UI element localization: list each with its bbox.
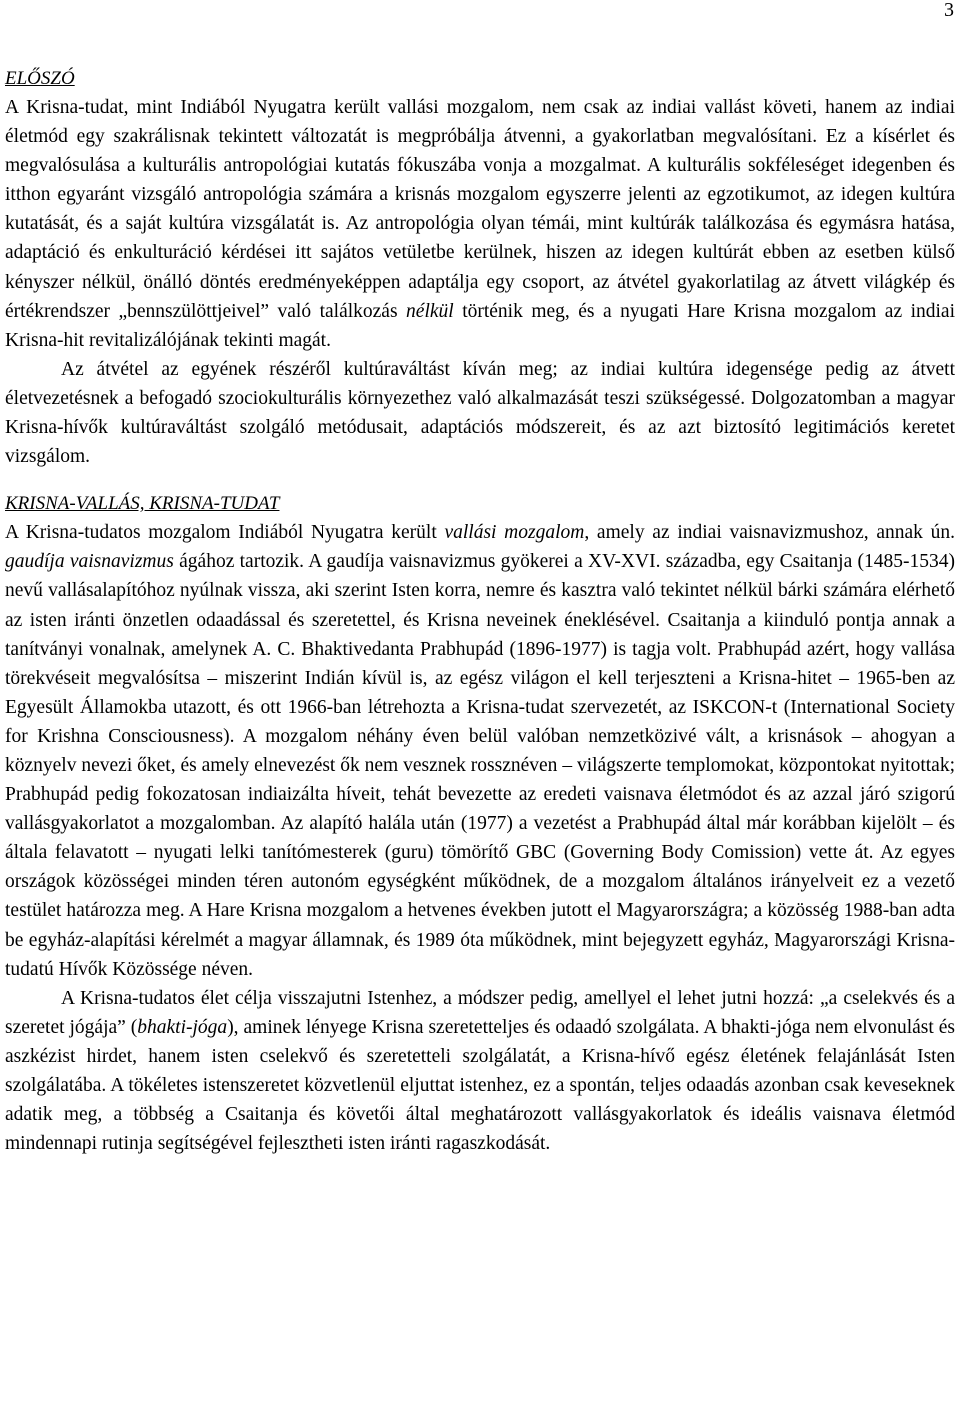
italic-text: gaudíja vaisnavizmus — [5, 551, 174, 573]
italic-text: nélkül — [406, 300, 454, 322]
section-heading-krisna-vallas: KRISNA-VALLÁS, KRISNA-TUDAT — [5, 493, 280, 515]
document-body — [5, 64, 955, 1158]
text-run: ), aminek lényege Krisna szeretetteljes és odaadó szolgálata. A bhakti-jóga nem elvonulást és aszkézist hirdet, hanem isten cselekvő és szeretetteli szolgálatát, a Krisna-hívő egész életének felajánlását Isten szolgálatába. A tökéletes istenszeretet közvetlenül eljuttat istenhez, ez a spontán, teljes odaadás azonban csak keveseknek adatik meg, a többség a Csaitanja és követői által meghatározott vallásgyakorlatok és ideális vaisnava életmód mindennapi rutinja segítségével fejlesztheti isten iránti ragaszkodását. — [5, 1016, 955, 1155]
text-run: A Krisna-tudat, mint Indiából Nyugatra került vallási mozgalom, nem csak az indiai vallást követi, hanem az indiai életmód egy szakrálisnak tekintett változatát is megpróbálja átvenni, a gyakorlatban megvalósítani. Ez a kísérlet és megvalósulása a kulturális antropológiai kutatás fókuszába vonja a mozgalmat. A kulturális sokféleséget idegenben és itthon egyaránt vizsgáló antropológia számára a krisnás mozgalom egyszerre jelenti az egzotikumot, az idegen kultúra kutatását, és a saját kultúra vizsgálatát is. Az antropológia olyan témái, mint kultúrák találkozása és egymásra hatása, adaptáció és enkulturáció kérdései itt sajátos vetületbe kerülnek, hiszen az idegen kultúrát ebben az esetben külső kényszer nélkül, önálló döntés eredményeképpen adaptálja egy csoport, az átvétel gyakorlatilag az átvett világkép és értékrendszer „bennszülöttjeivel” való találkozás — [5, 97, 955, 322]
text-run: A Krisna-tudatos élet célja visszajutni Istenhez, a módszer pedig, amellyel el lehet jutni hozzá: „a cselekvés és a szeretet jógája” ( — [5, 987, 955, 1038]
text-run: történik meg, és a nyugati Hare Krisna mozgalom az indiai Krisna-hit revitalizálójának tekinti magát. — [5, 300, 955, 351]
text-run: Az átvétel az egyének részéről kultúraváltást kíván meg; az indiai kultúra idegensége pedig az átvett életvezetésnek a befogadó szociokulturális környezethez való alkalmazását teszi szükségessé. Dolgozatomban a magyar Krisna-hívők kultúraváltást szolgáló metódusait, adaptációs módszereit, és az azt biztosító legitimációs keretet vizsgálom. — [5, 358, 955, 468]
text-run: A Krisna-tudatos mozgalom Indiából Nyugatra került — [5, 522, 445, 544]
paragraph — [5, 355, 955, 471]
page-number: 3 — [944, 0, 954, 21]
italic-text: bhakti-jóga — [137, 1016, 228, 1038]
text-run: , amely az indiai vaisnavizmushoz, annak ún. — [584, 522, 955, 544]
paragraph — [5, 93, 955, 355]
italic-text: vallási mozgalom — [444, 522, 585, 544]
paragraph — [5, 984, 955, 1159]
text-run: ágához tartozik. A gaudíja vaisnavizmus gyökerei a XV-XVI. századba, egy Csaitanja (1485-1534) nevű vallásalapítóhoz nyúlnak vissza, aki szerint Isten korra, nemre és kasztra való tekintet nélkül bárki számára elérhető az isten iránti önzetlen odaadással és szeretettel, és Krisna neveinek éneklésével. Csaitanja a kiinduló pontja annak a tanítványi vonalnak, amelynek A. C. Bhaktivedanta Prabhupád (1896-1977) is tagja volt. Prabhupád azért, hogy vallása törekvéseit megvalósítsa – miszerint Indián kívül is, az egész világon el kell terjeszteni a Krisna-hitet – 1965-ben az Egyesült Államokba utazott, és ott 1966-ban létrehozta a Krisna-tudat szervezetét, az ISKCON-t (International Society for Krishna Consciousness). A mozgalom néhány éven belül valóban nemzetközivé vált, a krisnások – ahogyan a köznyelv nevezi őket, és amely elnevezést ők nem vesznek rossznéven – világszerte templomokat, központokat nyitottak; Prabhupád pedig fokozatosan indiaizálta híveit, tehát bevezette az eredeti vaisnava életmódot és az azzal járó szigorú vallásgyakorlatot a mozgalomban. Az alapító halála után (1977) a vezetést a Prabhupád által már korábban kijelölt – és általa felavatott – nyugati lelki tanítómesterek (guru) tömörítő GBC (Governing Body Comission) vette át. Az egyes országok közösségei minden téren autonóm egységként működnek, de a mozgalom általános irányelveit ez a vezető testület határozza meg. A Hare Krisna mozgalom a hetvenes években jutott el Magyarországra; a közösség 1988-ban adta be egyház-alapítási kérelmét a magyar államnak, és 1989 óta működnek, mint bejegyzett egyház, Magyarországi Krisna-tudatú Hívők Közössége néven. — [5, 551, 955, 980]
section-heading-eloszo: ELŐSZÓ — [5, 68, 75, 89]
paragraph — [5, 518, 955, 984]
